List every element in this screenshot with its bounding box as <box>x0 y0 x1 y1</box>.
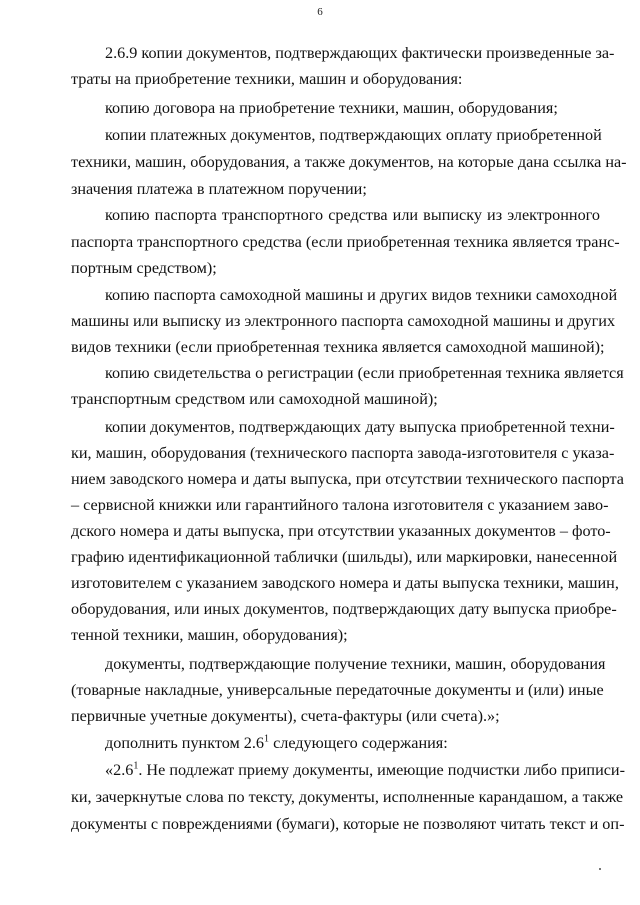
text-line: дского номера и даты выпуска, при отсутствии указанных документов – фото- <box>71 522 611 540</box>
text-line: графию идентификационной таблички (шильды), или маркировки, нанесенной <box>71 548 618 566</box>
text-line: нием заводского номера и даты выпуска, при отсутствии технического паспорта <box>71 470 624 488</box>
text-line <box>105 760 625 779</box>
page-number: 6 <box>317 6 323 18</box>
superscript: 1 <box>264 733 270 745</box>
text-line: копию паспорта транспортного средства или выписку из электронного <box>105 206 600 224</box>
text-line <box>105 734 600 752</box>
text-line: тенной техники, машин, оборудования); <box>71 626 348 644</box>
text-line: копии платежных документов, подтверждающих оплату приобретенной <box>105 126 602 144</box>
text-segment: «2.6 <box>105 761 134 779</box>
text-line: первичные учетные документы), счета-фактуры (или счета).»; <box>71 707 500 725</box>
text-line: копии документов, подтверждающих дату выпуска приобретенной техни- <box>105 418 615 436</box>
text-line: 2.6.9 копии документов, подтверждающих фактически произведенные за- <box>105 44 615 62</box>
text-line: – сервисной книжки или гарантийного талона изготовителя с указанием заво- <box>71 496 609 514</box>
text-line: копию паспорта самоходной машины и других видов техники самоходной <box>105 286 618 304</box>
text-line: машины или выписку из электронного паспорта самоходной машины и других <box>71 312 616 330</box>
text-line: портным средством); <box>71 259 217 277</box>
text-line: ки, зачеркнутые слова по тексту, документы, исполненные карандашом, а также <box>71 788 624 806</box>
text-line: (товарные накладные, универсальные передаточные документы и (или) иные <box>71 681 604 699</box>
text-line: документы, подтверждающие получение техники, машин, оборудования <box>105 655 606 673</box>
text-segment: . Не подлежат приему документы, имеющие подчистки либо приписи- <box>138 761 625 779</box>
text-line: техники, машин, оборудования, а также документов, на которые дана ссылка на- <box>71 153 627 171</box>
superscript: 1 <box>133 760 139 772</box>
text-line: изготовителем с указанием заводского номера и даты выпуска техники, машин, <box>71 574 619 592</box>
text-line: видов техники (если приобретенная техника является самоходной машиной); <box>71 338 605 356</box>
scan-mark <box>599 868 601 870</box>
text-segment: следующего содержания: <box>269 734 448 752</box>
text-line: траты на приобретение техники, машин и оборудования: <box>71 70 463 88</box>
text-line: оборудования, или иных документов, подтверждающих дату выпуска приобре- <box>71 600 617 618</box>
text-line: документы с повреждениями (бумаги), которые не позволяют читать текст и оп- <box>71 815 625 833</box>
text-line: паспорта транспортного средства (если приобретенная техника является транс- <box>71 233 620 251</box>
text-line: копию свидетельства о регистрации (если приобретенная техника является <box>105 364 624 382</box>
text-line: значения платежа в платежном поручении; <box>71 180 367 198</box>
text-line: транспортным средством или самоходной машиной); <box>71 390 438 408</box>
text-line: копию договора на приобретение техники, машин, оборудования; <box>105 99 558 117</box>
text-segment: дополнить пунктом 2.6 <box>105 734 265 752</box>
text-line: ки, машин, оборудования (технического паспорта завода-изготовителя с указа- <box>71 444 615 462</box>
